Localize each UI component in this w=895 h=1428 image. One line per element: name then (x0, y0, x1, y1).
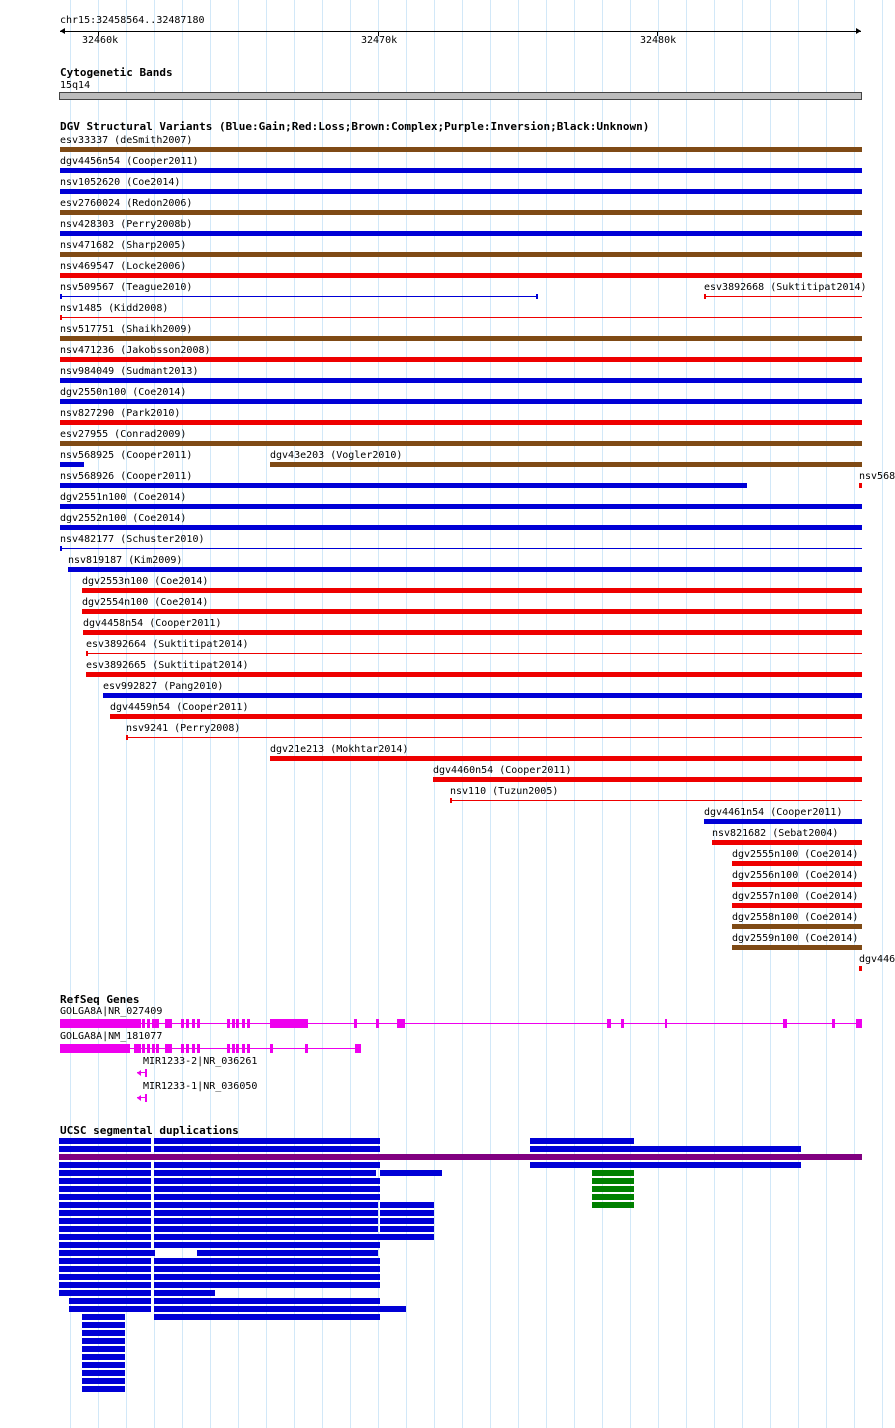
segdup-feature[interactable] (59, 1274, 151, 1280)
dgv-variant-bar[interactable] (60, 483, 747, 488)
segdup-feature[interactable] (82, 1346, 125, 1352)
dgv-variant-bar[interactable] (60, 441, 862, 446)
dgv-variant-label: dgv2558n100 (Coe2014) (732, 912, 859, 923)
refseq-exon[interactable] (134, 1019, 141, 1028)
refseq-exon[interactable] (147, 1019, 150, 1028)
segdup-feature[interactable] (592, 1202, 634, 1208)
dgv-variant-label: nsv984049 (Sudmant2013) (60, 366, 199, 377)
dgv-variant-end-cap (536, 294, 538, 299)
dgv-variant-start-cap (450, 798, 452, 803)
dgv-variant-label: dgv446 (859, 954, 895, 965)
segdup-feature[interactable] (82, 1370, 125, 1376)
dgv-variant-label: dgv21e213 (Mokhtar2014) (270, 744, 409, 755)
segdup-feature[interactable] (82, 1314, 125, 1320)
refseq-exon[interactable] (181, 1019, 184, 1028)
refseq-exon[interactable] (156, 1019, 159, 1028)
dgv-variant-label: dgv43e203 (Vogler2010) (270, 450, 403, 461)
cytoband-label: 15q14 (60, 80, 91, 91)
refseq-exon[interactable] (783, 1019, 787, 1028)
dgv-track-title: DGV Structural Variants (Blue:Gain;Red:Loss;Brown:Complex;Purple:Inversion;Black:Unknown) (60, 120, 650, 133)
dgv-variant-bar[interactable] (859, 966, 862, 971)
segdup-feature[interactable] (154, 1258, 380, 1264)
refseq-exon[interactable] (165, 1044, 172, 1053)
segdup-feature[interactable] (154, 1266, 380, 1272)
segdup-feature[interactable] (154, 1242, 380, 1248)
segdup-feature[interactable] (82, 1330, 125, 1336)
dgv-variant-bar[interactable] (86, 672, 862, 677)
segdup-feature[interactable] (154, 1170, 376, 1176)
refseq-exon[interactable] (227, 1044, 230, 1053)
segdup-feature[interactable] (154, 1314, 380, 1320)
segdup-feature[interactable] (69, 1306, 151, 1312)
refseq-exon[interactable] (197, 1019, 200, 1028)
dgv-variant-label: nsv110 (Tuzun2005) (450, 786, 559, 797)
dgv-variant-bar[interactable] (732, 924, 862, 929)
dgv-variant-bar[interactable] (60, 548, 862, 549)
dgv-variant-label: nsv827290 (Park2010) (60, 408, 181, 419)
segdup-feature[interactable] (59, 1282, 151, 1288)
dgv-variant-bar[interactable] (60, 296, 537, 297)
refseq-exon[interactable] (242, 1019, 245, 1028)
refseq-exon[interactable] (197, 1044, 200, 1053)
dgv-variant-label: esv2760024 (Redon2006) (60, 198, 193, 209)
dgv-variant-bar[interactable] (704, 296, 862, 297)
segdup-feature[interactable] (154, 1274, 380, 1280)
refseq-exon[interactable] (147, 1044, 150, 1053)
segdup-feature[interactable] (82, 1386, 125, 1392)
segdup-feature[interactable] (69, 1298, 151, 1304)
segdup-feature[interactable] (380, 1234, 434, 1240)
dgv-variant-label: esv33337 (deSmith2007) (60, 135, 193, 146)
segdup-feature[interactable] (154, 1210, 378, 1216)
refseq-exon[interactable] (186, 1044, 189, 1053)
refseq-exon[interactable] (60, 1019, 134, 1028)
refseq-exon[interactable] (181, 1044, 184, 1053)
refseq-exon[interactable] (856, 1019, 862, 1028)
refseq-exon[interactable] (397, 1019, 405, 1028)
dgv-variant-label: dgv4460n54 (Cooper2011) (433, 765, 572, 776)
dgv-variant-label: dgv2559n100 (Coe2014) (732, 933, 859, 944)
refseq-exon[interactable] (305, 1044, 308, 1053)
dgv-variant-bar[interactable] (60, 357, 862, 362)
refseq-exon[interactable] (355, 1044, 361, 1053)
refseq-exon[interactable] (60, 1044, 130, 1053)
segdup-feature[interactable] (59, 1146, 151, 1152)
segdup-feature[interactable] (154, 1178, 380, 1184)
segdup-feature[interactable] (634, 1162, 801, 1168)
dgv-variant-bar[interactable] (126, 737, 862, 738)
refseq-exon[interactable] (607, 1019, 611, 1028)
segdup-feature[interactable] (154, 1186, 380, 1192)
dgv-variant-start-cap (60, 294, 62, 299)
refseq-exon[interactable] (134, 1044, 141, 1053)
cytoband-track-title: Cytogenetic Bands (60, 66, 173, 79)
mirna-strand-arrow-icon (137, 1070, 141, 1076)
refseq-exon[interactable] (192, 1019, 195, 1028)
dgv-variant-label: dgv2555n100 (Coe2014) (732, 849, 859, 860)
dgv-variant-bar[interactable] (60, 231, 862, 236)
segdup-feature[interactable] (592, 1194, 634, 1200)
refseq-exon[interactable] (247, 1019, 250, 1028)
dgv-variant-label: nsv1052620 (Coe2014) (60, 177, 181, 188)
refseq-exon[interactable] (142, 1044, 145, 1053)
dgv-variant-bar[interactable] (60, 168, 862, 173)
segdup-feature[interactable] (154, 1290, 215, 1296)
dgv-variant-label: nsv568 (859, 471, 895, 482)
refseq-gene-label: MIR1233-1|NR_036050 (143, 1081, 258, 1092)
dgv-variant-bar[interactable] (60, 336, 862, 341)
dgv-variant-bar[interactable] (60, 273, 862, 278)
refseq-exon[interactable] (247, 1044, 250, 1053)
dgv-variant-bar[interactable] (82, 609, 862, 614)
segdup-feature[interactable] (154, 1146, 380, 1152)
mirna-exon (145, 1094, 147, 1102)
segdup-feature[interactable] (59, 1290, 151, 1296)
segdup-feature[interactable] (59, 1202, 151, 1208)
dgv-variant-label: esv3892664 (Suktitipat2014) (86, 639, 249, 650)
ruler-right-arrow-icon (856, 28, 861, 34)
dgv-variant-label: nsv9241 (Perry2008) (126, 723, 241, 734)
segdup-feature[interactable] (380, 1170, 442, 1176)
ruler-axis (60, 31, 861, 32)
dgv-variant-bar[interactable] (86, 653, 862, 654)
refseq-exon[interactable] (142, 1019, 145, 1028)
dgv-variant-label: dgv2553n100 (Coe2014) (82, 576, 209, 587)
dgv-variant-bar[interactable] (110, 714, 862, 719)
refseq-exon[interactable] (227, 1019, 230, 1028)
segdup-track-title: UCSC segmental duplications (60, 1124, 239, 1137)
dgv-variant-label: dgv2557n100 (Coe2014) (732, 891, 859, 902)
dgv-variant-bar[interactable] (60, 378, 862, 383)
segdup-feature[interactable] (154, 1194, 380, 1200)
segdup-feature[interactable] (82, 1362, 125, 1368)
dgv-variant-bar[interactable] (60, 420, 862, 425)
refseq-exon[interactable] (152, 1044, 155, 1053)
region-label: chr15:32458564..32487180 (60, 15, 205, 26)
refseq-exon[interactable] (232, 1044, 235, 1053)
dgv-variant-bar[interactable] (82, 588, 862, 593)
segdup-feature[interactable] (59, 1210, 151, 1216)
dgv-variant-label: dgv2554n100 (Coe2014) (82, 597, 209, 608)
refseq-exon[interactable] (354, 1019, 357, 1028)
mirna-exon (145, 1069, 147, 1077)
dgv-variant-label: nsv568925 (Cooper2011) (60, 450, 193, 461)
dgv-variant-label: esv3892668 (Suktitipat2014) (704, 282, 867, 293)
dgv-variant-bar[interactable] (60, 147, 862, 152)
segdup-feature[interactable] (380, 1202, 434, 1208)
segdup-feature[interactable] (592, 1186, 634, 1192)
refseq-exon[interactable] (376, 1019, 379, 1028)
segdup-feature[interactable] (634, 1146, 801, 1152)
dgv-variant-label: dgv4459n54 (Cooper2011) (110, 702, 249, 713)
dgv-variant-bar[interactable] (732, 903, 862, 908)
segdup-feature[interactable] (154, 1162, 380, 1168)
refseq-exon[interactable] (832, 1019, 835, 1028)
dgv-variant-label: dgv4458n54 (Cooper2011) (83, 618, 222, 629)
refseq-gene-label: GOLGA8A|NR_027409 (60, 1006, 163, 1017)
dgv-variant-bar[interactable] (704, 819, 862, 824)
refseq-exon[interactable] (186, 1019, 189, 1028)
segdup-feature[interactable] (592, 1178, 634, 1184)
refseq-exon[interactable] (236, 1019, 239, 1028)
ruler-left-arrow-icon (60, 28, 65, 34)
dgv-variant-start-cap (86, 651, 88, 656)
dgv-variant-label: dgv4456n54 (Cooper2011) (60, 156, 199, 167)
segdup-feature[interactable] (82, 1378, 125, 1384)
segdup-feature[interactable] (380, 1210, 434, 1216)
refseq-exon[interactable] (665, 1019, 667, 1028)
refseq-exon[interactable] (242, 1044, 245, 1053)
mirna-strand-arrow-icon (137, 1095, 141, 1101)
refseq-exon[interactable] (156, 1044, 159, 1053)
dgv-variant-bar[interactable] (60, 504, 862, 509)
dgv-variant-bar[interactable] (60, 210, 862, 215)
refseq-gene-label: GOLGA8A|NM_181077 (60, 1031, 163, 1042)
dgv-variant-bar[interactable] (60, 252, 862, 257)
dgv-variant-bar[interactable] (60, 317, 862, 318)
refseq-exon[interactable] (165, 1019, 172, 1028)
dgv-variant-label: nsv428303 (Perry2008b) (60, 219, 193, 230)
dgv-variant-label: dgv2550n100 (Coe2014) (60, 387, 187, 398)
segdup-feature[interactable] (530, 1146, 634, 1152)
segdup-feature[interactable] (154, 1226, 378, 1232)
segdup-feature[interactable] (154, 1306, 406, 1312)
dgv-variant-bar[interactable] (68, 567, 862, 572)
dgv-variant-label: nsv568926 (Cooper2011) (60, 471, 193, 482)
refseq-gene-label: MIR1233-2|NR_036261 (143, 1056, 258, 1067)
dgv-variant-start-cap (60, 546, 62, 551)
segdup-feature[interactable] (82, 1322, 125, 1328)
segdup-feature[interactable] (59, 1234, 151, 1240)
segdup-feature[interactable] (59, 1162, 151, 1168)
segdup-feature[interactable] (59, 1138, 151, 1144)
segdup-feature[interactable] (380, 1218, 434, 1224)
dgv-variant-bar[interactable] (60, 189, 862, 194)
segdup-feature[interactable] (154, 1298, 380, 1304)
segdup-feature[interactable] (59, 1242, 151, 1248)
segdup-feature[interactable] (197, 1250, 378, 1256)
dgv-variant-label: esv3892665 (Suktitipat2014) (86, 660, 249, 671)
refseq-track-title: RefSeq Genes (60, 993, 140, 1006)
segdup-feature[interactable] (59, 1186, 151, 1192)
dgv-variant-label: nsv1485 (Kidd2008) (60, 303, 169, 314)
dgv-variant-label: dgv2556n100 (Coe2014) (732, 870, 859, 881)
dgv-variant-label: nsv509567 (Teague2010) (60, 282, 193, 293)
segdup-feature[interactable] (59, 1194, 151, 1200)
dgv-variant-label: esv27955 (Conrad2009) (60, 429, 187, 440)
segdup-feature[interactable] (380, 1226, 434, 1232)
dgv-variant-start-cap (60, 315, 62, 320)
ruler-tick-label: 32460k (82, 35, 119, 46)
refseq-exon[interactable] (236, 1044, 239, 1053)
dgv-variant-bar[interactable] (270, 756, 862, 761)
dgv-variant-label: nsv471236 (Jakobsson2008) (60, 345, 211, 356)
dgv-variant-bar[interactable] (732, 861, 862, 866)
dgv-variant-bar[interactable] (732, 882, 862, 887)
segdup-feature[interactable] (59, 1258, 151, 1264)
segdup-feature[interactable] (59, 1170, 151, 1176)
refseq-exon[interactable] (192, 1044, 195, 1053)
dgv-variant-bar[interactable] (83, 630, 862, 635)
dgv-variant-bar[interactable] (60, 525, 862, 530)
dgv-variant-bar[interactable] (433, 777, 862, 782)
segdup-feature[interactable] (59, 1154, 862, 1160)
dgv-variant-label: esv992827 (Pang2010) (103, 681, 224, 692)
refseq-exon[interactable] (621, 1019, 624, 1028)
segdup-feature[interactable] (59, 1178, 151, 1184)
dgv-variant-start-cap (704, 294, 706, 299)
dgv-variant-bar[interactable] (60, 462, 84, 467)
refseq-exon[interactable] (232, 1019, 235, 1028)
ruler-tick-label: 32470k (361, 35, 398, 46)
segdup-feature[interactable] (530, 1162, 634, 1168)
refseq-exon[interactable] (270, 1019, 308, 1028)
dgv-variant-bar[interactable] (859, 483, 862, 488)
dgv-variant-start-cap (126, 735, 128, 740)
segdup-feature[interactable] (154, 1202, 378, 1208)
dgv-variant-bar[interactable] (732, 945, 862, 950)
segdup-feature[interactable] (154, 1218, 378, 1224)
dgv-variant-label: nsv471682 (Sharp2005) (60, 240, 187, 251)
segdup-feature[interactable] (59, 1218, 151, 1224)
dgv-variant-label: nsv819187 (Kim2009) (68, 555, 183, 566)
segdup-feature[interactable] (59, 1226, 151, 1232)
dgv-variant-bar[interactable] (60, 399, 862, 404)
segdup-feature[interactable] (530, 1138, 634, 1144)
segdup-feature[interactable] (154, 1282, 380, 1288)
dgv-variant-bar[interactable] (270, 462, 862, 467)
dgv-variant-bar[interactable] (450, 800, 862, 801)
dgv-variant-label: nsv482177 (Schuster2010) (60, 534, 205, 545)
dgv-variant-label: dgv2551n100 (Coe2014) (60, 492, 187, 503)
dgv-variant-label: dgv4461n54 (Cooper2011) (704, 807, 843, 818)
dgv-variant-bar[interactable] (712, 840, 862, 845)
segdup-feature[interactable] (154, 1234, 380, 1240)
dgv-variant-label: nsv821682 (Sebat2004) (712, 828, 839, 839)
cytoband-bar[interactable] (59, 92, 862, 100)
segdup-feature[interactable] (82, 1338, 125, 1344)
dgv-variant-label: nsv469547 (Locke2006) (60, 261, 187, 272)
segdup-feature[interactable] (154, 1138, 380, 1144)
segdup-feature[interactable] (592, 1170, 634, 1176)
segdup-feature[interactable] (59, 1266, 151, 1272)
dgv-variant-label: dgv2552n100 (Coe2014) (60, 513, 187, 524)
refseq-exon[interactable] (270, 1044, 273, 1053)
segdup-feature[interactable] (59, 1250, 155, 1256)
segdup-feature[interactable] (82, 1354, 125, 1360)
ruler-tick-label: 32480k (640, 35, 677, 46)
dgv-variant-bar[interactable] (103, 693, 862, 698)
dgv-variant-label: nsv517751 (Shaikh2009) (60, 324, 193, 335)
